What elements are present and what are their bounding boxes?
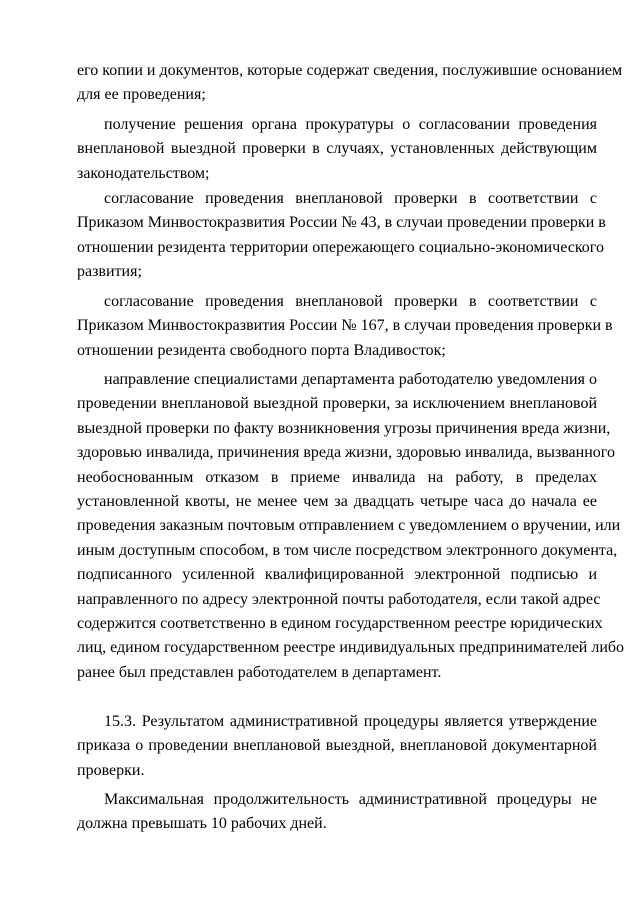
text-line: подписанного усиленной квалифицированной электронной подписью и bbox=[77, 566, 597, 584]
text-line: проведения заказным почтовым отправлением с уведомлением о вручении, или bbox=[77, 517, 621, 535]
text-line: получение решения органа прокуратуры о согласовании проведения bbox=[104, 116, 597, 133]
text-line: развития; bbox=[77, 263, 142, 281]
text-line: установленной квоты, не менее чем за двадцать четыре часа до начала ее bbox=[77, 492, 597, 510]
paragraph bbox=[77, 368, 625, 685]
paragraph bbox=[77, 788, 597, 837]
text-line: Максимальная продолжительность административной процедуры не bbox=[104, 791, 597, 808]
text-line: содержится соответственно в едином государственном реестре юридических bbox=[77, 614, 603, 632]
text-line: согласование проведения внеплановой проверки в соответствии с bbox=[104, 293, 597, 310]
text-line: для ее проведения; bbox=[77, 86, 206, 104]
paragraph bbox=[77, 290, 613, 363]
paragraph bbox=[77, 59, 623, 108]
text-line: выездной проверки по факту возникновения угрозы причинения вреда жизни, bbox=[77, 419, 611, 437]
text-line: здоровью инвалида, причинения вреда жизни, здоровью инвалида, вызванного bbox=[77, 444, 615, 462]
text-line: внеплановой выездной проверки в случаях, установленных действующим bbox=[77, 140, 597, 158]
text-line: приказа о проведении внеплановой выездной, внеплановой документарной bbox=[77, 737, 597, 755]
text-line: 15.3. Результатом административной процедуры является утверждение bbox=[104, 713, 597, 730]
text-line: ранее был представлен работодателем в департамент. bbox=[77, 663, 442, 681]
text-line: направление специалистами департамента работодателю уведомления о bbox=[104, 371, 597, 388]
paragraph bbox=[77, 710, 597, 783]
text-line: проведении внеплановой выездной проверки, за исключением внеплановой bbox=[77, 395, 597, 413]
text-line: необоснованным отказом в приеме инвалида на работу, в пределах bbox=[77, 468, 597, 486]
text-line: Приказом Минвостокразвития России № 43, в случаи проведении проверки в bbox=[77, 214, 606, 232]
text-line: отношении резидента свободного порта Владивосток; bbox=[77, 341, 446, 359]
text-line: должна превышать 10 рабочих дней. bbox=[77, 815, 327, 833]
paragraph bbox=[77, 113, 597, 186]
text-line: согласование проведения внеплановой проверки в соответствии с bbox=[104, 190, 597, 207]
text-line: законодательством; bbox=[77, 164, 210, 182]
text-line: иным доступным способом, в том числе посредством электронного документа, bbox=[77, 541, 618, 559]
text-line: направленного по адресу электронной почты работодателя, если такой адрес bbox=[77, 590, 601, 608]
text-line: Приказом Минвостокразвития России № 167, в случаи проведения проверки в bbox=[77, 317, 613, 335]
text-line: лиц, едином государственном реестре индивидуальных предпринимателей либо bbox=[77, 639, 625, 657]
text-line: проверки. bbox=[77, 761, 145, 779]
text-line: его копии и документов, которые содержат сведения, послужившие основанием bbox=[77, 62, 623, 79]
text-line: отношении резидента территории опережающего социально-экономического bbox=[77, 238, 604, 256]
paragraph bbox=[77, 187, 606, 285]
